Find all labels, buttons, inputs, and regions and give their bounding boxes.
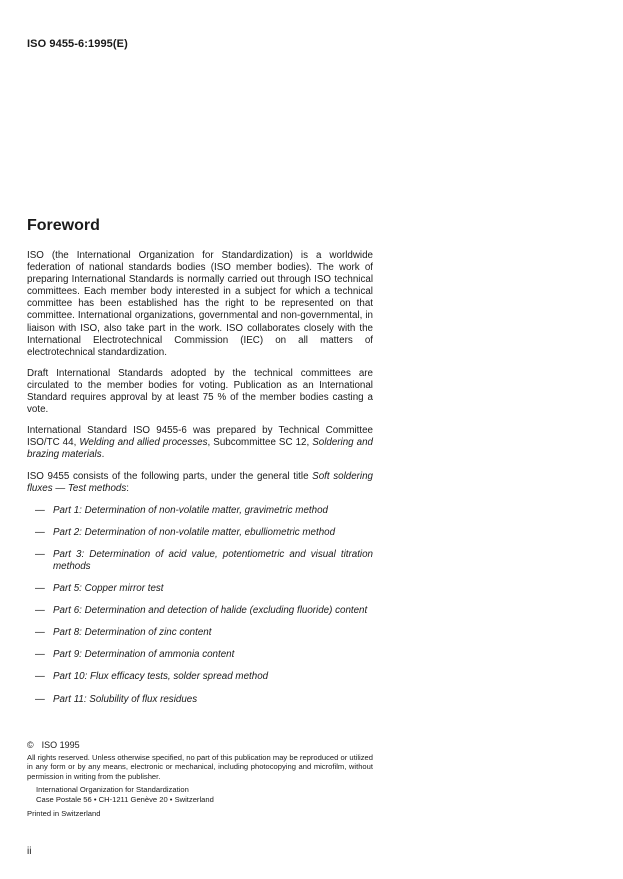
- list-item: — Part 2: Determination of non-volatile matter, ebulliometric method: [27, 527, 373, 539]
- copyright-symbol: ©: [27, 740, 34, 750]
- copyright-holder-year: ISO 1995: [41, 740, 80, 750]
- paragraph-parts-intro: [27, 471, 373, 495]
- list-item: — Part 6: Determination and detection of halide (excluding fluoride) content: [27, 605, 373, 617]
- parts-list: [27, 505, 373, 706]
- copyright-block: [27, 741, 373, 818]
- address-line-1: International Organization for Standardization: [36, 785, 189, 795]
- list-item: — Part 11: Solubility of flux residues: [27, 694, 373, 706]
- list-item: — Part 3: Determination of acid value, potentiometric and visual titration methods: [27, 549, 373, 573]
- list-item: — Part 8: Determination of zinc content: [27, 627, 373, 639]
- list-item: — Part 5: Copper mirror test: [27, 583, 373, 595]
- foreword-heading: Foreword: [27, 217, 100, 234]
- paragraph-draft-standards: Draft International Standards adopted by the technical committees are circulated to the member bodies for voting. Publication as an International Standard requires approval by at least 75 % of the member bodies casting a vote.: [27, 367, 373, 416]
- prepared-by-end: .: [101, 449, 105, 461]
- list-item: — Part 1: Determination of non-volatile matter, gravimetric method: [27, 505, 373, 517]
- page-number: ii: [27, 846, 32, 857]
- rights-statement: All rights reserved. Unless otherwise specified, no part of this publication may be reproduced or utilized in any form or by any means, electronic or mechanical, including photocopying and microfilm, without permission in writing from the publisher.: [27, 752, 373, 781]
- parts-intro-end: :: [126, 482, 130, 494]
- list-item: — Part 9: Determination of ammonia content: [27, 649, 373, 661]
- general-title: Soft soldering fluxes — Test methods: [27, 470, 373, 494]
- parts-intro-lead: ISO 9455 consists of the following parts, under the general title: [27, 470, 309, 482]
- foreword-body: [27, 250, 373, 716]
- document-identifier: ISO 9455-6:1995(E): [27, 38, 128, 50]
- committee-title: Welding and allied processes: [79, 437, 208, 449]
- paragraph-iso-intro: ISO (the International Organization for Standardization) is a worldwide federation of national standards bodies (ISO member bodies). The work of preparing International Standards is normally carried out through ISO technical committees. Each member body interested in a subject for which a technical committee has been established has the right to be represented on that committee. International organizations, governmental and non-governmental, in liaison with ISO, also take part in the work. ISO collaborates closely with the International Electrotechnical Commission (IEC) on all matters of electrotechnical standardization.: [27, 250, 373, 358]
- prepared-by-lead: International Standard ISO 9455-6 was prepared by Technical Committee ISO/TC 44,: [27, 425, 373, 449]
- subcommittee-title: Soldering and brazing materials: [27, 437, 373, 461]
- paragraph-prepared-by: [27, 425, 373, 461]
- copyright-line: [27, 741, 373, 751]
- address-line-2: Case Postale 56 • CH-1211 Genève 20 • Switzerland: [36, 794, 214, 804]
- list-item: — Part 10: Flux efficacy tests, solder spread method: [27, 671, 373, 683]
- prepared-by-mid: , Subcommittee SC 12,: [207, 437, 310, 449]
- printed-in: Printed in Switzerland: [27, 808, 101, 818]
